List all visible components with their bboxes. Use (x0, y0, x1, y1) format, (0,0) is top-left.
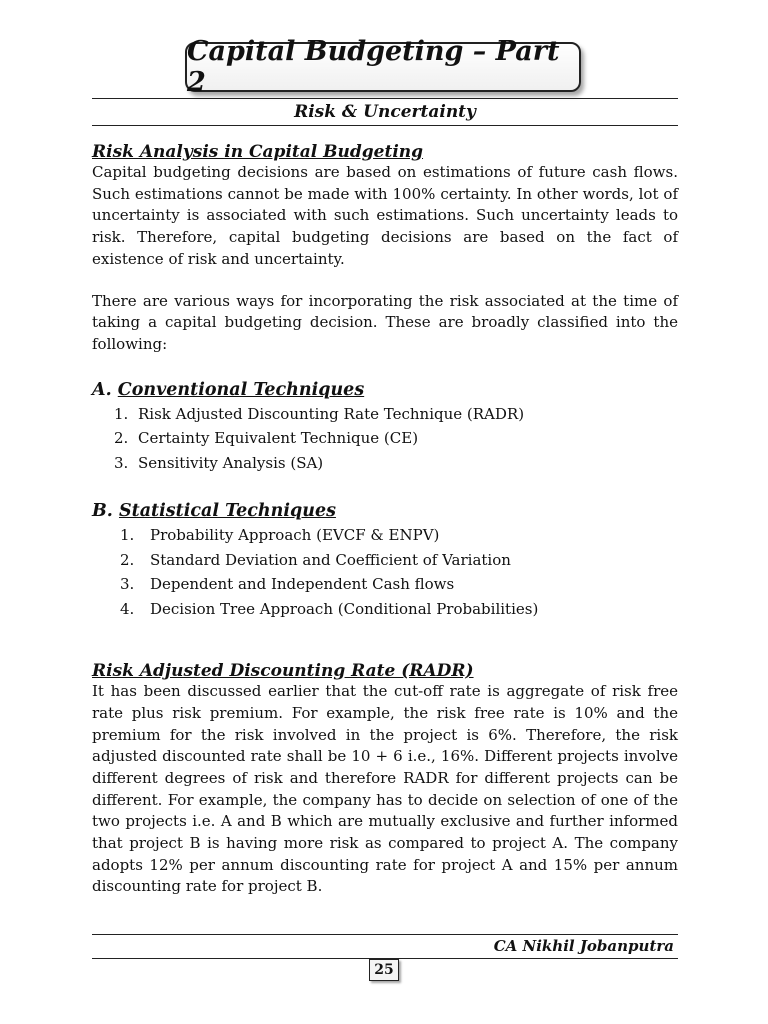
subtitle-band (92, 98, 678, 126)
section-heading-radr: Risk Adjusted Discounting Rate (RADR) (92, 661, 474, 682)
group-b-heading (92, 501, 678, 521)
author-name: CA Nikhil Jobanputra (493, 937, 674, 955)
group-a-letter: A. (92, 379, 112, 400)
item-text: Dependent and Independent Cash flows (150, 575, 455, 594)
list-item (120, 597, 678, 622)
list-item (120, 523, 678, 548)
item-number: 2. (114, 429, 129, 448)
page-subtitle: Risk & Uncertainty (294, 102, 476, 122)
group-b-label: Statistical Techniques (118, 501, 336, 522)
item-number: 1. (120, 526, 135, 545)
item-number: 3. (114, 453, 129, 472)
item-text: Probability Approach (EVCF & ENPV) (150, 526, 440, 545)
item-text: Sensitivity Analysis (SA) (138, 453, 324, 472)
list-item (114, 402, 678, 427)
main-content (92, 142, 678, 898)
footer-top-rule (92, 934, 678, 935)
group-b-letter: B. (92, 501, 113, 522)
paragraph-intro: Capital budgeting decisions are based on estimations of future cash flows. Such estimations cannot be made with 100% certainty. In other words, lot of uncertainty is associated with such estimations. Such uncertainty leads to risk. Therefore, capital budgeting decisions are based on the fact of existence of risk and uncertainty. (92, 163, 678, 268)
list-item (114, 451, 678, 476)
item-number: 4. (120, 599, 135, 618)
page-title: Capital Budgeting – Part 2 (187, 36, 560, 98)
item-number: 2. (120, 550, 135, 569)
group-b-list (120, 523, 678, 621)
list-item (120, 572, 678, 597)
section-heading-risk-analysis: Risk Analysis in Capital Budgeting (92, 142, 424, 162)
item-text: Certainty Equivalent Technique (CE) (138, 429, 419, 448)
group-a-label: Conventional Techniques (117, 379, 365, 400)
group-a-heading (92, 380, 678, 400)
list-item (120, 548, 678, 573)
item-text: Risk Adjusted Discounting Rate Technique (RADR) (138, 404, 525, 423)
item-number: 3. (120, 575, 135, 594)
page-number: 25 (369, 959, 399, 981)
title-box (185, 36, 581, 98)
group-a-list (114, 402, 678, 476)
paragraph-radr: It has been discussed earlier that the cut-off rate is aggregate of risk free rate plus risk premium. For example, the risk free rate is 10% and the premium for the risk involved in the project is 6%. Therefore, the risk adjusted discounted rate shall be 10 + 6 i.e., 16%. Different projects involve different degrees of risk and therefore RADR for different projects can be different. For example, the company has to decide on selection of one of the two projects i.e. A and B which are mutually exclusive and further informed that project B is having more risk as compared to project A. The company adopts 12% per annum discounting rate for project A and 15% per annum discounting rate for project B. (92, 682, 678, 896)
item-text: Standard Deviation and Coefficient of Variation (150, 550, 511, 569)
item-number: 1. (114, 404, 129, 423)
item-text: Decision Tree Approach (Conditional Probabilities) (150, 599, 539, 618)
paragraph-classification: There are various ways for incorporating the risk associated at the time of taking a capital budgeting decision. These are broadly classified into the following: (92, 291, 678, 353)
list-item (114, 426, 678, 451)
